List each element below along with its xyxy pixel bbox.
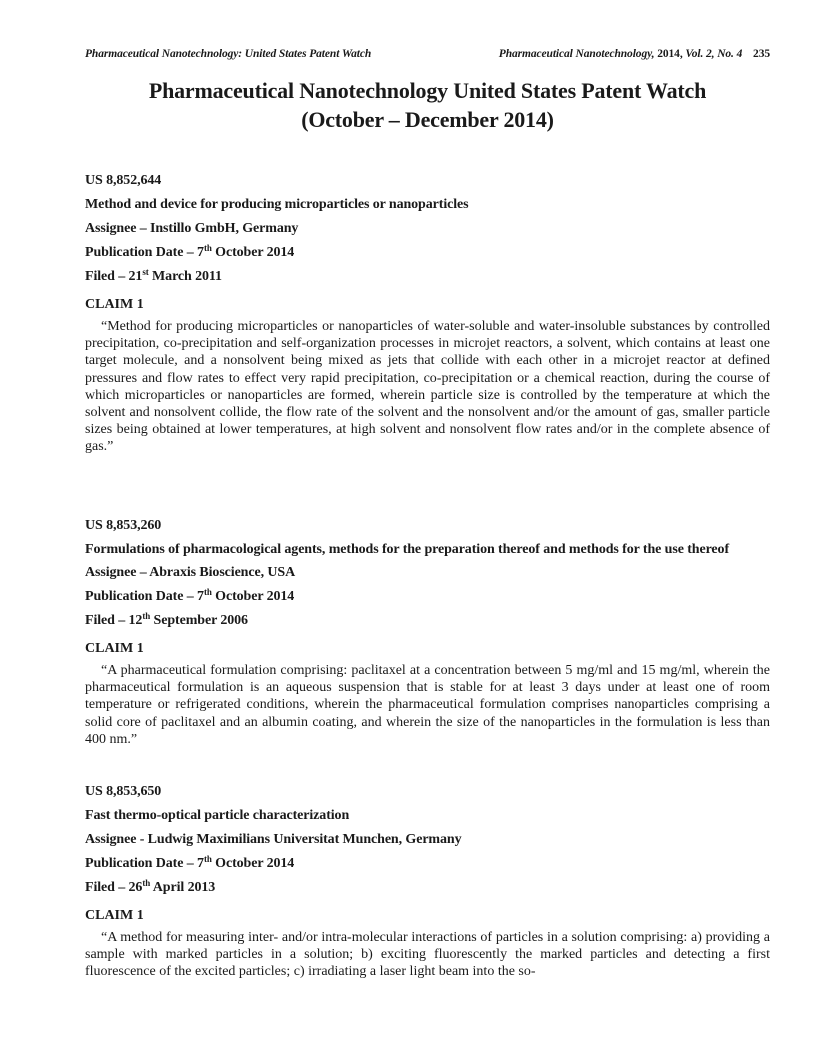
journal-volume: Vol. 2, No. 4 (685, 48, 743, 60)
filed-date (85, 613, 770, 629)
title-line-1: Pharmaceutical Nanotechnology United States Patent Watch (148, 78, 707, 103)
publication-date-ordinal: th (203, 854, 212, 864)
title-line-2: (October – December 2014) (301, 107, 554, 132)
page-number: 235 (753, 48, 770, 60)
page-title (65, 76, 790, 134)
claim-text: “A pharmaceutical formulation comprising: paclitaxel at a concentration between 5 mg/ml and 15 mg/ml, wherein the pharmaceutical formulation is an aqueous suspension that is stable for at least 3 days under at least one of room temperature or refrigerated conditions, wherein the pharmaceutical formulation comprises nanoparticles comprising a solid core of paclitaxel and an albumin coating, and wherein the size of the nanoparticles in the formulation is less than 400 nm.” (85, 663, 770, 747)
filed-date-ordinal: th (142, 878, 151, 888)
filed-date-prefix: Filed – 26 (85, 880, 143, 895)
filed-date-ordinal: st (142, 267, 149, 277)
filed-date (85, 269, 770, 285)
patent-number: US 8,852,644 (85, 173, 162, 188)
publication-date-prefix: Publication Date – 7 (85, 856, 204, 871)
patent-title: Fast thermo-optical particle characterization (85, 808, 350, 823)
patent-title: Formulations of pharmacological agents, methods for the preparation thereof and methods for the use thereof (85, 542, 730, 557)
patent-entry (85, 518, 770, 748)
claim-label: CLAIM 1 (85, 297, 144, 312)
running-header-right (499, 48, 770, 60)
journal-year: 2014, (657, 48, 683, 60)
publication-date-prefix: Publication Date – 7 (85, 589, 204, 604)
publication-date (85, 856, 770, 872)
claim-text: “A method for measuring inter- and/or intra-molecular interactions of particles in a solution comprising: a) providing a sample with marked particles in a solution; b) exciting fluorescently the marked particles and detecting a first fluorescence of the excited particles; c) irradiating a laser light beam into the so- (85, 930, 770, 980)
claim-label: CLAIM 1 (85, 641, 144, 656)
publication-date (85, 245, 770, 261)
publication-date-suffix: October 2014 (211, 245, 295, 260)
patent-entry (85, 784, 770, 981)
running-header-left: Pharmaceutical Nanotechnology: United States Patent Watch (85, 48, 372, 60)
patent-assignee: Assignee – Instillo GmbH, Germany (85, 221, 299, 236)
filed-date-ordinal: th (142, 611, 151, 621)
filed-date (85, 880, 770, 896)
patent-assignee: Assignee – Abraxis Bioscience, USA (85, 565, 296, 580)
patent-number: US 8,853,260 (85, 518, 162, 533)
publication-date-suffix: October 2014 (211, 856, 295, 871)
claim-label: CLAIM 1 (85, 908, 144, 923)
filed-date-suffix: April 2013 (150, 880, 216, 895)
patent-title: Method and device for producing microparticles or nanoparticles (85, 197, 469, 212)
filed-date-prefix: Filed – 12 (85, 613, 143, 628)
filed-date-suffix: March 2011 (148, 269, 222, 284)
patent-entry (85, 173, 770, 456)
claim-text: “Method for producing microparticles or nanoparticles of water-soluble and water-insoluble substances by controlled precipitation, co-precipitation and self-organization processes in microjet reactors, a solvent, which contains at least one target molecule, and a nonsolvent being mixed as jets that collide with each other in a microjet reactor at defined pressures and flow rates to effect very rapid precipitation, co-precipitation or a chemical reaction, during the course of which microparticles or nanoparticles are formed, wherein particle size is controlled by the temperature at which the solvent and nonsolvent collide, the flow rate of the solvent and the nonsolvent and/or the amount of gas, smaller particle sizes being obtained at lower temperatures, at high solvent and nonsolvent flow rates and/or in the complete absence of gas.” (85, 319, 770, 455)
journal-name: Pharmaceutical Nanotechnology, (498, 48, 655, 60)
filed-date-prefix: Filed – 21 (85, 269, 143, 284)
filed-date-suffix: September 2006 (150, 613, 248, 628)
publication-date-prefix: Publication Date – 7 (85, 245, 204, 260)
publication-date-ordinal: th (203, 587, 212, 597)
patent-number: US 8,853,650 (85, 784, 162, 799)
publication-date (85, 589, 770, 605)
publication-date-ordinal: th (203, 243, 212, 253)
publication-date-suffix: October 2014 (211, 589, 295, 604)
patent-assignee: Assignee - Ludwig Maximilians Universitat Munchen, Germany (85, 832, 462, 847)
